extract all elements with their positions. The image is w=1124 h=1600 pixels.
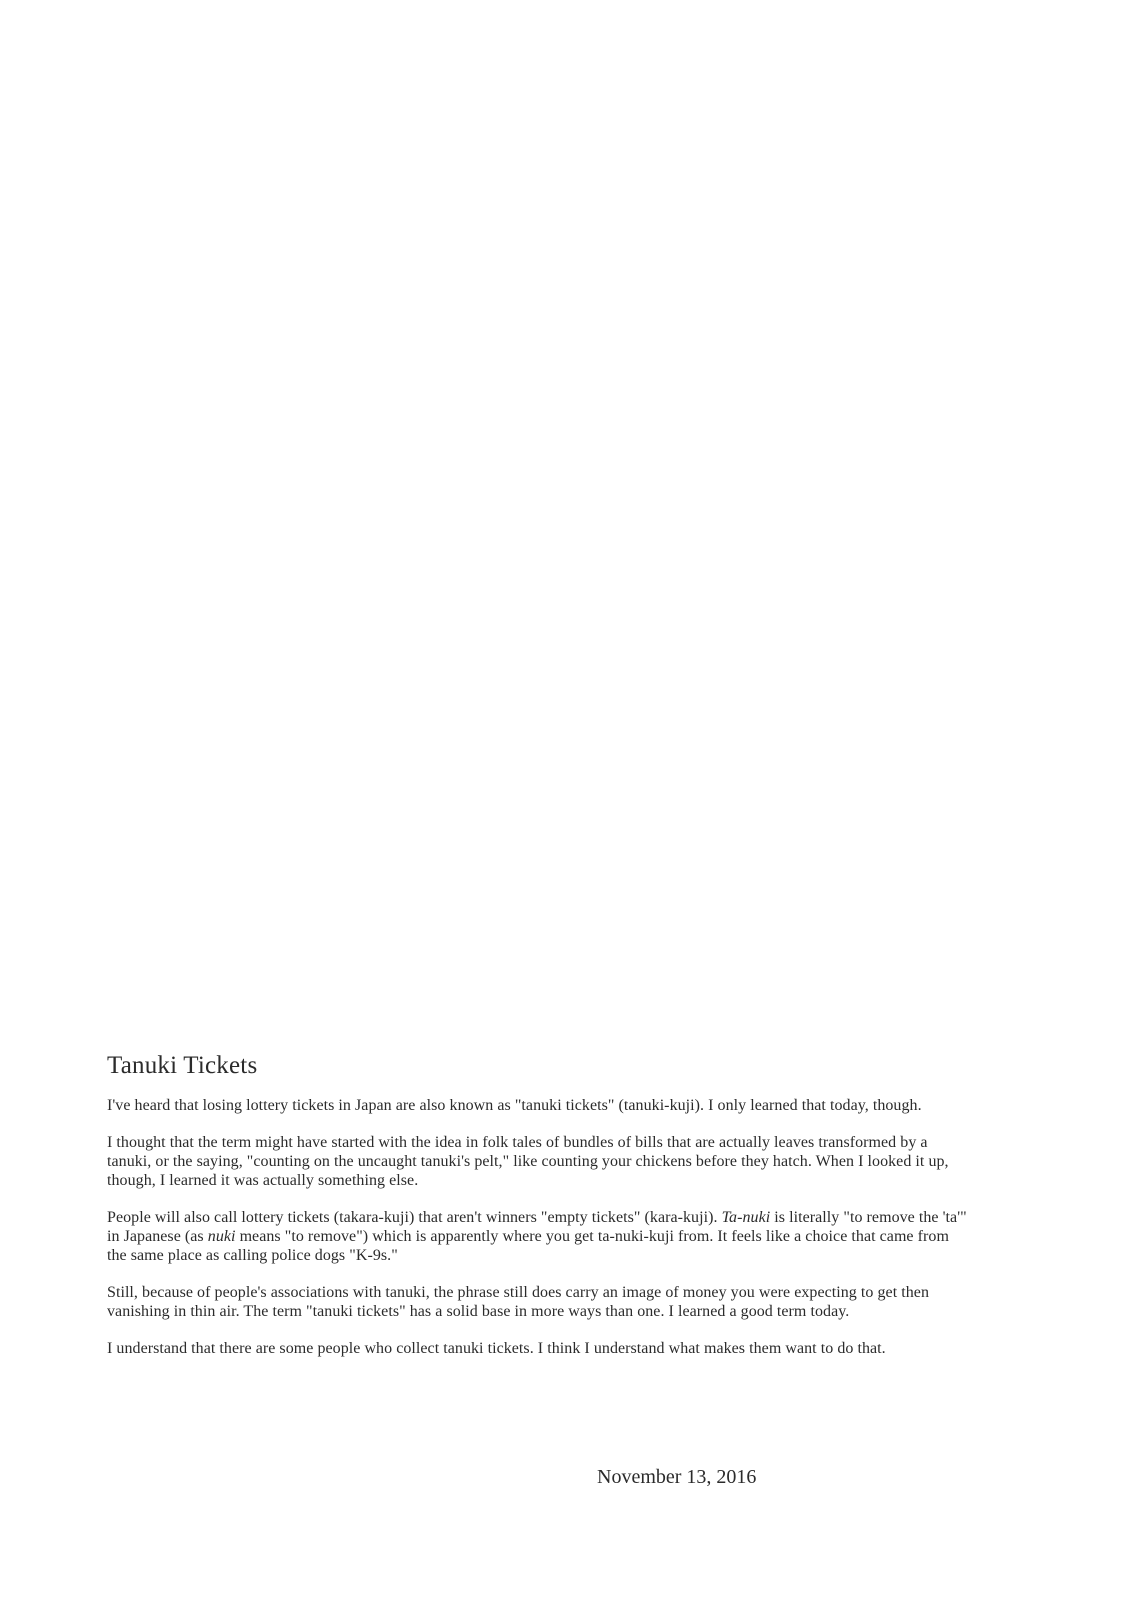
paragraph-text: People will also call lottery tickets (takara-kuji) that aren't winners "empty tickets" (kara-kuji).	[107, 1209, 722, 1226]
paragraph-text: I've heard that losing lottery tickets in Japan are also known as "tanuki tickets" (tanuki-kuji). I only learned that today, though.	[107, 1097, 922, 1114]
paragraph-text: Still, because of people's associations with tanuki, the phrase still does carry an image of money you were expecting to get then vanishing in thin air. The term "tanuki tickets" has a solid base in more ways than one. I learned a good term today.	[107, 1284, 929, 1320]
essay-title: Tanuki Tickets	[107, 1052, 258, 1079]
paragraph-5	[107, 1339, 967, 1358]
paragraph-1	[107, 1096, 967, 1115]
paragraph-text: is literally "to remove the 'ta'" in Japanese (as	[107, 1209, 967, 1245]
essay	[107, 1050, 967, 1376]
italic-term-nuki: nuki	[207, 1228, 236, 1245]
paragraph-4	[107, 1283, 967, 1321]
essay-date: November 13, 2016	[597, 1466, 757, 1488]
paragraph-2	[107, 1133, 967, 1190]
paragraph-text: means "to remove") which is apparently where you get ta-nuki-kuji from. It feels like a choice that came from the same place as calling police dogs "K-9s."	[107, 1228, 949, 1264]
paragraph-3	[107, 1208, 967, 1265]
paragraph-text: I understand that there are some people who collect tanuki tickets. I think I understand what makes them want to do that.	[107, 1340, 886, 1357]
paragraph-text: I thought that the term might have started with the idea in folk tales of bundles of bills that are actually leaves transformed by a tanuki, or the saying, "counting on the uncaught tanuki's pelt," like counting your chickens before they hatch. When I looked it up, though, I learned it was actually something else.	[107, 1134, 949, 1189]
italic-term-ta-nuki: Ta-nuki	[721, 1209, 771, 1226]
